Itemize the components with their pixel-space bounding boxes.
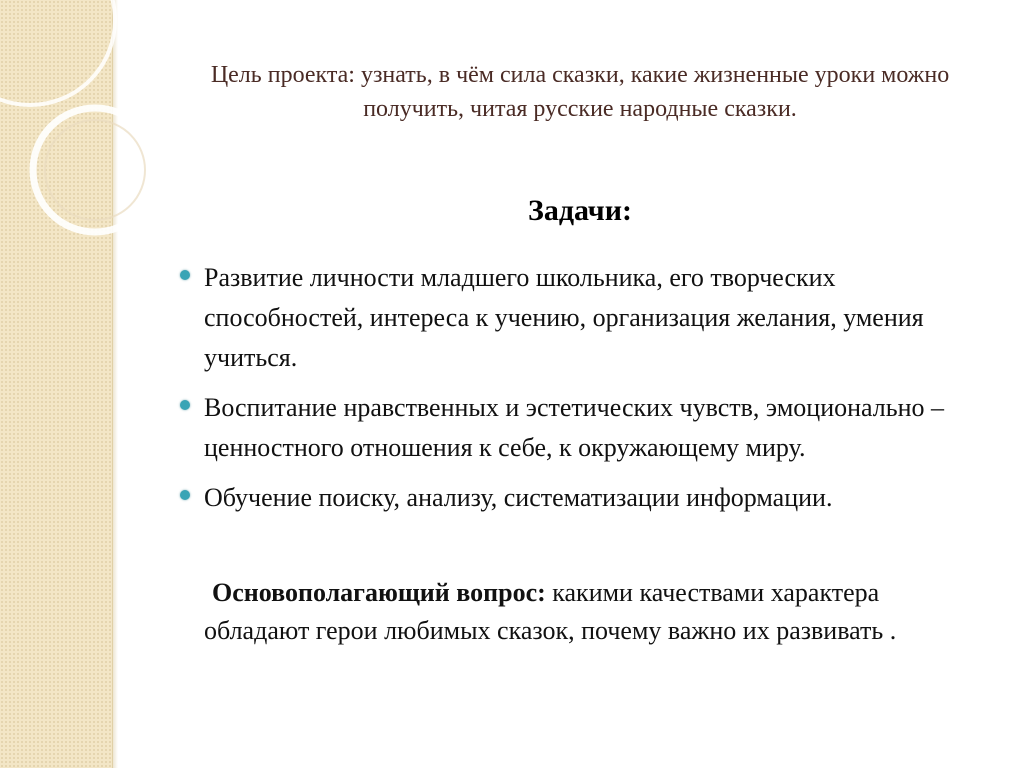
task-text: Развитие личности младшего школьника, его творческих способностей, интереса к учению, организация желания, умения учиться. (204, 263, 924, 372)
list-item (178, 478, 998, 518)
bullet-icon (180, 400, 190, 410)
bullet-icon (180, 270, 190, 280)
key-question (204, 574, 984, 650)
task-list (178, 258, 998, 528)
project-goal: Цель проекта: узнать, в чём сила сказки, какие жизненные уроки можно получить, читая русские народные сказки. (210, 62, 950, 122)
task-text: Воспитание нравственных и эстетических чувств, эмоционально – ценностного отношения к себе, к окружающему миру. (204, 393, 945, 462)
key-question-label: Основополагающий вопрос: (212, 578, 546, 607)
task-text: Обучение поиску, анализу, систематизации информации. (204, 483, 833, 512)
key-question-text: какими качествами характера обладают герои любимых сказок, почему важно их развивать . (204, 578, 897, 645)
bullet-icon (180, 490, 190, 500)
list-item (178, 388, 998, 468)
list-item (178, 258, 998, 378)
decorative-rings-icon (0, 0, 180, 260)
tasks-heading: Задачи: (527, 194, 632, 227)
